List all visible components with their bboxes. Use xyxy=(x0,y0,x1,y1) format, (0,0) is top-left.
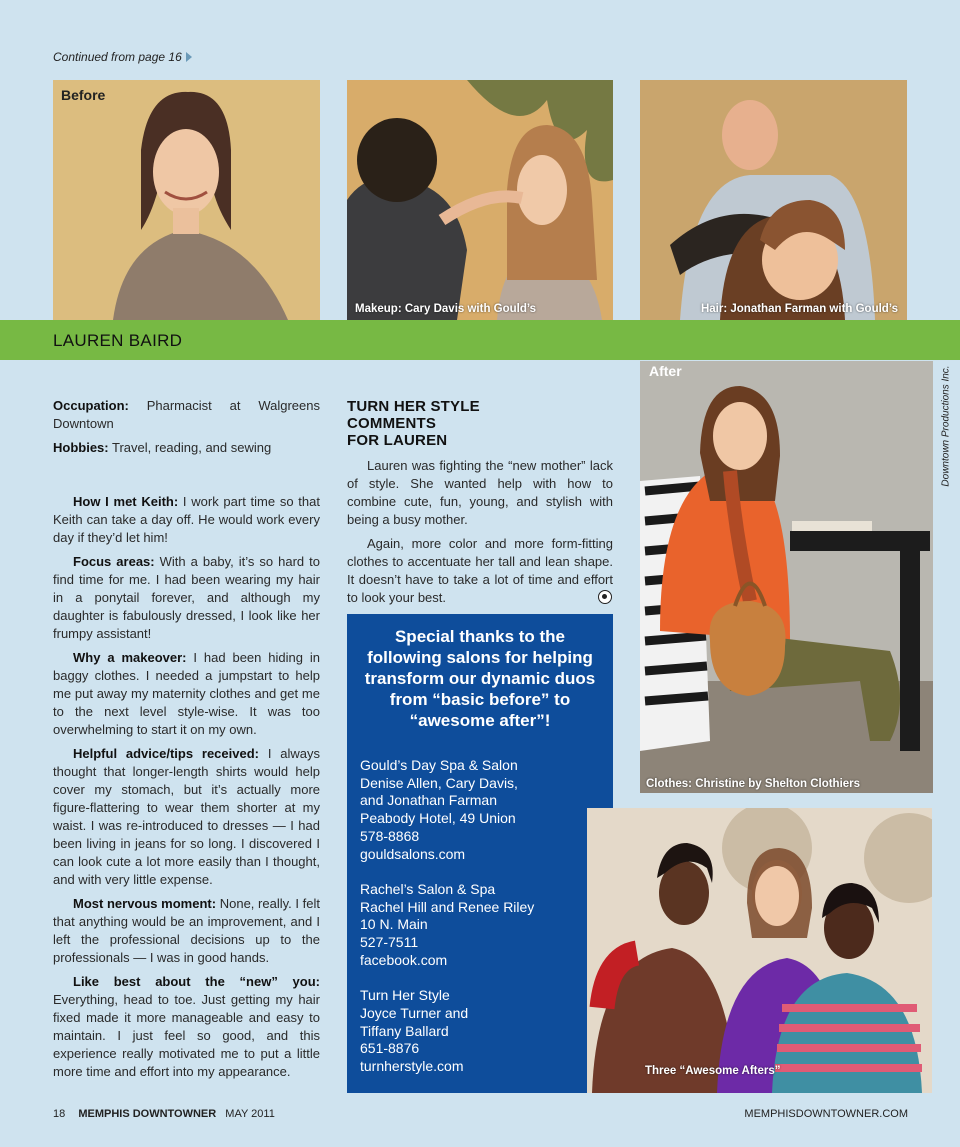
after-photo xyxy=(640,361,933,793)
issue-date: MAY 2011 xyxy=(225,1108,275,1120)
salon-list: Gould’s Day Spa & Salon Denise Allen, Cary Davis, and Jonathan Farman Peabody Hotel, 49 Union 578-8868 gouldsalons.com Rachel’s Salon & Spa Rachel Hill and Renee Riley 10 N. Main 527-7511 facebook.com Turn Her Style Joyce Turner and Tiffany Ballard 651-8876 turnherstyle.com xyxy=(360,757,535,1074)
makeup-photo-art xyxy=(347,80,613,320)
end-mark-icon xyxy=(598,590,612,604)
hair-photo xyxy=(640,80,907,320)
footer-left xyxy=(53,1108,275,1120)
footer-website: MEMPHISDOWNTOWNER.COM xyxy=(744,1108,908,1120)
why-makeover: Why a makeover: I had been hiding in baggy clothes. I needed a jumpstart to help me put away my maternity clothes and get me to the next level style-wise. It was too overwhelming to start it on my own. xyxy=(53,650,320,737)
hobbies: Hobbies: Travel, reading, and sewing xyxy=(53,440,272,455)
thanks-box xyxy=(347,614,613,1093)
hair-caption: Hair: Jonathan Farman with Gould’s xyxy=(700,303,898,315)
comments-para-2: Again, more color and more form-fitting clothes to accentuate her tall and lean shape. It doesn’t have to take a lot of time and effort to look your best. xyxy=(347,536,613,605)
nervous-moment: Most nervous moment: None, really. I felt that anything would be an improvement, and I left the professional decisions up to the professionals — I was in good hands. xyxy=(53,896,320,965)
continued-note: Continued from page 16 xyxy=(53,50,192,64)
after-label: After xyxy=(649,363,682,379)
comments-column xyxy=(347,398,613,613)
hair-photo-art xyxy=(640,80,907,320)
name-band xyxy=(0,320,960,360)
comments-heading: TURN HER STYLE COMMENTS FOR LAUREN xyxy=(347,398,480,449)
focus-areas: Focus areas: With a baby, it’s so hard to find time for me. I had been wearing my hair in a ponytail forever, and although my daughter is fabulously dressed, I look like her frumpy assistant! xyxy=(53,554,321,641)
profile-column xyxy=(53,397,320,1087)
thanks-heading: Special thanks to the following salons for helping transform our dynamic duos from “basic before” to “awesome after”! xyxy=(364,627,596,730)
helpful-advice: Helpful advice/tips received: I always thought that longer-length shirts would help cover my stomach, but it’s actually more figure-flattering to wear them shorter at my waist. I was re-introduced to dresses — I had been living in jeans for so long. I discovered I can look cute a lot more easily than I thought, and with very little expense. xyxy=(53,746,320,887)
makeup-caption: Makeup: Cary Davis with Gould’s xyxy=(355,303,537,315)
group-photo-art xyxy=(587,808,932,1093)
before-photo xyxy=(53,80,320,320)
makeup-photo xyxy=(347,80,613,320)
photo-credit: Downtown Productions Inc. xyxy=(940,365,952,487)
clothes-caption: Clothes: Christine by Shelton Clothiers xyxy=(646,778,861,790)
group-caption: Three “Awesome Afters” xyxy=(645,1065,781,1077)
subject-name: LAUREN BAIRD xyxy=(53,331,183,350)
group-photo xyxy=(587,808,932,1093)
comments-para-1: Lauren was fighting the “new mother” lack of style. She wanted help with how to combine cute, fun, young, and stylish with being a busy mother. xyxy=(347,458,613,527)
magazine-name: MEMPHIS DOWNTOWNER xyxy=(78,1108,217,1120)
page-number: 18 xyxy=(53,1108,66,1120)
arrow-right-icon xyxy=(186,52,192,62)
like-best: Like best about the “new” you: Everything, head to toe. Just getting my hair fixed made it more manageable and easy to maintain. I just feel so good, and this experience really motivated me to put a little more time and effort into my appearance. xyxy=(53,974,320,1079)
after-photo-art xyxy=(640,361,933,793)
occupation: Occupation: Pharmacist at Walgreens Downtown xyxy=(53,398,320,431)
how-met: How I met Keith: I work part time so that Keith can take a day off. He would work every day if they’d let him! xyxy=(53,494,320,545)
before-photo-art xyxy=(53,80,320,320)
before-label: Before xyxy=(61,87,106,103)
